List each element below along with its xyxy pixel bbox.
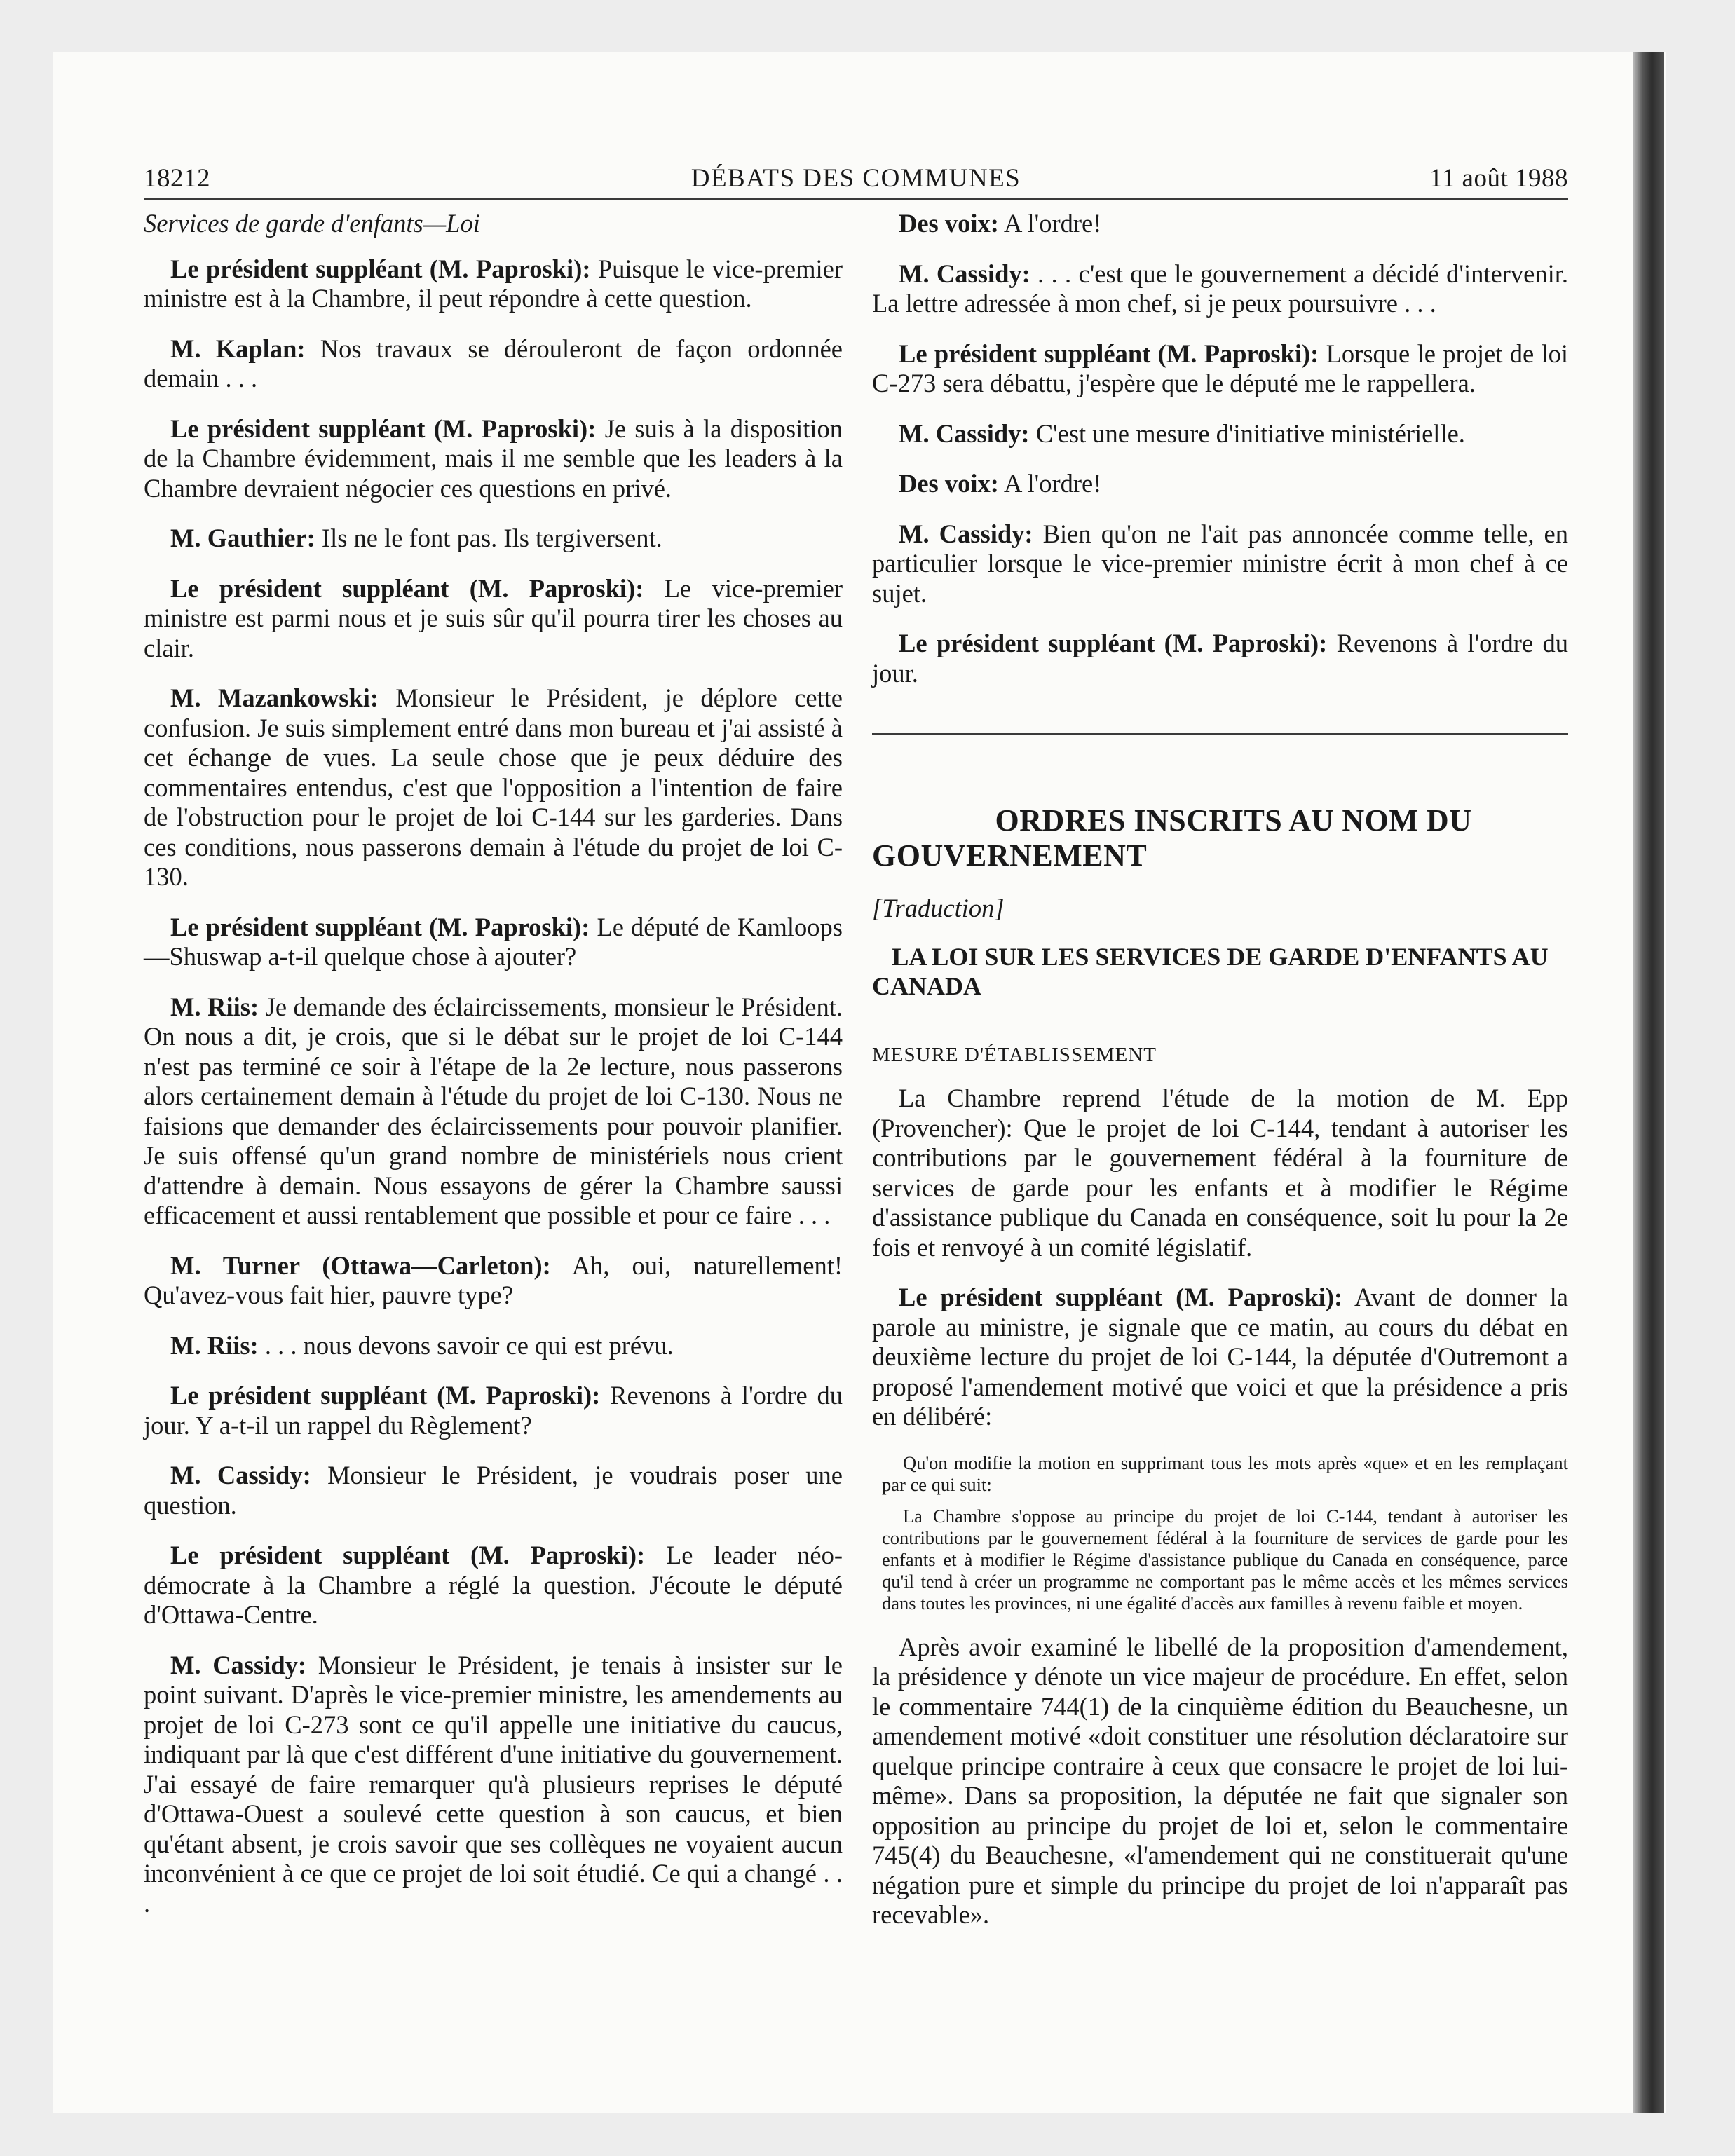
speaker-name: Le président suppléant (M. Paproski): [170, 254, 591, 283]
speaker-name: M. Cassidy: [170, 1650, 307, 1679]
speech-paragraph [872, 339, 1568, 399]
ruling-paragraph: Après avoir examiné le libellé de la proposition d'amendement, la présidence y dénote un vice majeur de procédure. En effet, selon le commentaire 744(1) de la cinquième édition du Beauchesne, un amendement motivé «doit constituer une résolution déclaratoire sur quelque principe contraire à ceux que consacre le projet de loi lui-même». Dans sa proposition, la députée ne fait que signaler son opposition au principe du projet de loi et, selon le commentaire 745(4) du Beauchesne, «l'amendement qui ne constituerait qu'une négation pure et simple du principe du projet de loi n'apparaît pas recevable». [872, 1632, 1568, 1929]
speech-text: Avant de donner la parole au ministre, je signale que ce matin, au cours du débat en deuxième lecture du projet de loi C-144, la députée d'Outremont a proposé l'amendement motivé que voici et que la présidence a pris en délibéré: [872, 1283, 1569, 1431]
speech-text: Je demande des éclaircissements, monsieur le Président. On nous a dit, je crois, que si le débat sur le projet de loi C-144 n'est pas terminé ce soir à l'étape de la 2e lecture, nous passerons alors certainement demain à l'étude du projet de loi C-130. Nous ne faisions que demander des éclaircissements pour pouvoir planifier. Je suis offensé qu'un grand nombre de ministériels nous crient d'attendre à demain. Nous essayons de gérer la Chambre saussi efficacement et aussi rentablement que possible et pour ce faire . . . [144, 992, 843, 1229]
speech-paragraph [872, 419, 1568, 449]
speaker-name: M. Riis: [170, 1330, 259, 1360]
speech-paragraph [144, 414, 843, 504]
measure-label: MESURE D'ÉTABLISSEMENT [872, 1043, 1157, 1066]
section-title: Services de garde d'enfants—Loi [144, 209, 480, 238]
speech-text: Revenons à l'ordre du jour. Y a-t-il un rappel du Règlement? [144, 1381, 843, 1440]
page-number: 18212 [144, 164, 210, 193]
speech-paragraph [144, 254, 843, 314]
left-column [144, 209, 843, 1939]
speech-paragraph [144, 574, 843, 664]
speaker-name: M. Turner (Ottawa—Carleton): [170, 1250, 551, 1280]
speech-text: Monsieur le Président, je déplore cette confusion. Je suis simplement entré dans mon bureau et j'ai assisté à cet échange de vues. La seule chose que je peux déduire des commentaires entendus, c'est que l'opposition a l'intention de faire de l'obstruction pour le projet de loi C-144 sur les garderies. Dans ces conditions, nous passerons demain à l'étude du projet de loi C-130. [144, 683, 843, 891]
speech-text: Monsieur le Président, je voudrais poser une question. [144, 1461, 843, 1520]
speech-paragraph [144, 1251, 843, 1311]
speaker-name: Le président suppléant (M. Paproski): [899, 629, 1328, 657]
speech-text: Revenons à l'ordre du jour. [872, 629, 1568, 688]
speech-text: Ah, oui, naturellement! Qu'avez-vous fait hier, pauvre type? [144, 1250, 843, 1309]
speaker-name: M. Cassidy: [899, 418, 1030, 448]
book-spine-edge [1633, 52, 1664, 2113]
speaker-name: M. Cassidy: [899, 259, 1030, 288]
speaker-name: Des voix: [899, 469, 999, 498]
speech-text: Lorsque le projet de loi C-273 sera débattu, j'espère que le député me le rappellera. [872, 339, 1568, 397]
speech-text: . . . nous devons savoir ce qui est prévu. [258, 1330, 674, 1360]
section-divider [872, 733, 1568, 735]
speech-text: A l'ordre! [998, 469, 1102, 498]
speaker-name: Le président suppléant (M. Paproski): [899, 1283, 1343, 1311]
motion-paragraph: La Chambre reprend l'étude de la motion de M. Epp (Provencher): Que le projet de loi C-144, tendant à autoriser les contributions par le gouvernement fédéral à la fourniture de services de garde pour les enfants et à modifier le Régime d'assistance publique du Canada en conséquence, soit lu pour la 2e fois et renvoyé à un comité législatif. [872, 1084, 1568, 1262]
speech-text: . . . c'est que le gouvernement a décidé d'intervenir. La lettre adressée à mon chef, si je peux poursuivre . . . [872, 259, 1568, 318]
speech-paragraph [144, 334, 843, 394]
speech-text: Le vice-premier ministre est parmi nous et je suis sûr qu'il pourra tirer les choses au clair. [144, 573, 843, 662]
speech-paragraph [872, 469, 1568, 499]
speaker-name: M. Kaplan: [170, 334, 306, 363]
translation-note: [Traduction] [872, 894, 1005, 922]
speech-text: Le leader néo-démocrate à la Chambre a réglé la question. J'écoute le député d'Ottawa-Centre. [144, 1541, 843, 1629]
speech-paragraph [872, 1283, 1568, 1432]
speech-text: Monsieur le Président, je tenais à insister sur le point suivant. D'après le vice-premier ministre, les amendements au projet de loi C-273 sont ce qu'il appelle une initiative du caucus, indiquant par là que c'est différent d'une initiative du gouvernement. J'ai essayé de faire remarquer qu'à plusieurs reprises le député d'Ottawa-Ouest a soulevé cette question à son caucus, et bien qu'étant absent, je crois savoir que ses collèques ne voyaient aucun inconvénient à ce que ce projet de loi soit étudié. Ce qui a changé . . . [144, 1650, 843, 1918]
speech-text: Puisque le vice-premier ministre est à la Chambre, il peut répondre à cette question. [144, 254, 843, 313]
speech-paragraph [144, 1331, 843, 1361]
speech-paragraph [872, 259, 1568, 319]
page-date: 11 août 1988 [1429, 164, 1568, 193]
amendment-quote: La Chambre s'oppose au principe du projet de loi C-144, tendant à autoriser les contributions par le gouvernement fédéral à la fourniture de services de garde pour les enfants et à modifier le Régime d'assistance publique du Canada en conséquence, parce qu'il tend à créer un programme ne comportant pas le même accès et les mêmes services dans toutes les provinces, ni une égalité d'accès aux familles à revenu faible et moyen. [882, 1505, 1568, 1613]
speaker-name: M. Mazankowski: [170, 683, 379, 712]
speech-text: Nos travaux se dérouleront de façon ordonnée demain . . . [144, 334, 843, 393]
speaker-name: Des voix: [899, 209, 999, 238]
publication-title: DÉBATS DES COMMUNES [690, 164, 1021, 193]
speech-paragraph [872, 629, 1568, 688]
speech-text: C'est une mesure d'initiative ministérielle. [1029, 418, 1465, 448]
speaker-name: Le président suppléant (M. Paproski): [170, 1381, 601, 1410]
right-column [872, 209, 1568, 1951]
speech-paragraph [144, 992, 843, 1231]
speaker-name: Le président suppléant (M. Paproski): [899, 339, 1319, 368]
speech-paragraph [872, 519, 1568, 609]
speech-text: Je suis à la disposition de la Chambre évidemment, mais il me semble que les leaders à la Chambre devraient négocier ces questions en privé. [144, 414, 843, 503]
page-header [144, 163, 1568, 200]
speaker-name: Le président suppléant (M. Paproski): [170, 414, 597, 443]
speaker-name: M. Gauthier: [170, 524, 315, 552]
speaker-name: M. Riis: [170, 992, 259, 1021]
speech-paragraph [144, 1461, 843, 1520]
act-heading: LA LOI SUR LES SERVICES DE GARDE D'ENFANTS AU CANADA [872, 942, 1549, 1000]
speech-paragraph [144, 1651, 843, 1919]
speech-text: Le député de Kamloops—Shuswap a-t-il quelque chose à ajouter? [144, 912, 843, 971]
speech-paragraph [872, 209, 1568, 239]
speaker-name: M. Cassidy: [899, 519, 1033, 548]
speech-paragraph [144, 683, 843, 892]
speech-paragraph [144, 524, 843, 554]
speech-paragraph [144, 913, 843, 972]
speech-paragraph [144, 1381, 843, 1440]
orders-heading: ORDRES INSCRITS AU NOM DU GOUVERNEMENT [872, 803, 1472, 873]
speech-text: A l'ordre! [998, 209, 1102, 238]
speech-paragraph [144, 1541, 843, 1630]
amendment-quote: Qu'on modifie la motion en supprimant tous les mots après «que» et en les remplaçant par ce qui suit: [882, 1452, 1568, 1495]
speech-text: Bien qu'on ne l'ait pas annoncée comme telle, en particulier lorsque le vice-premier ministre écrit à mon chef à ce sujet. [872, 519, 1568, 608]
speaker-name: Le président suppléant (M. Paproski): [170, 1541, 646, 1569]
speech-text: Ils ne le font pas. Ils tergiversent. [315, 524, 662, 552]
speaker-name: M. Cassidy: [170, 1461, 311, 1489]
speaker-name: Le président suppléant (M. Paproski): [170, 573, 644, 603]
speaker-name: Le président suppléant (M. Paproski): [170, 912, 590, 941]
